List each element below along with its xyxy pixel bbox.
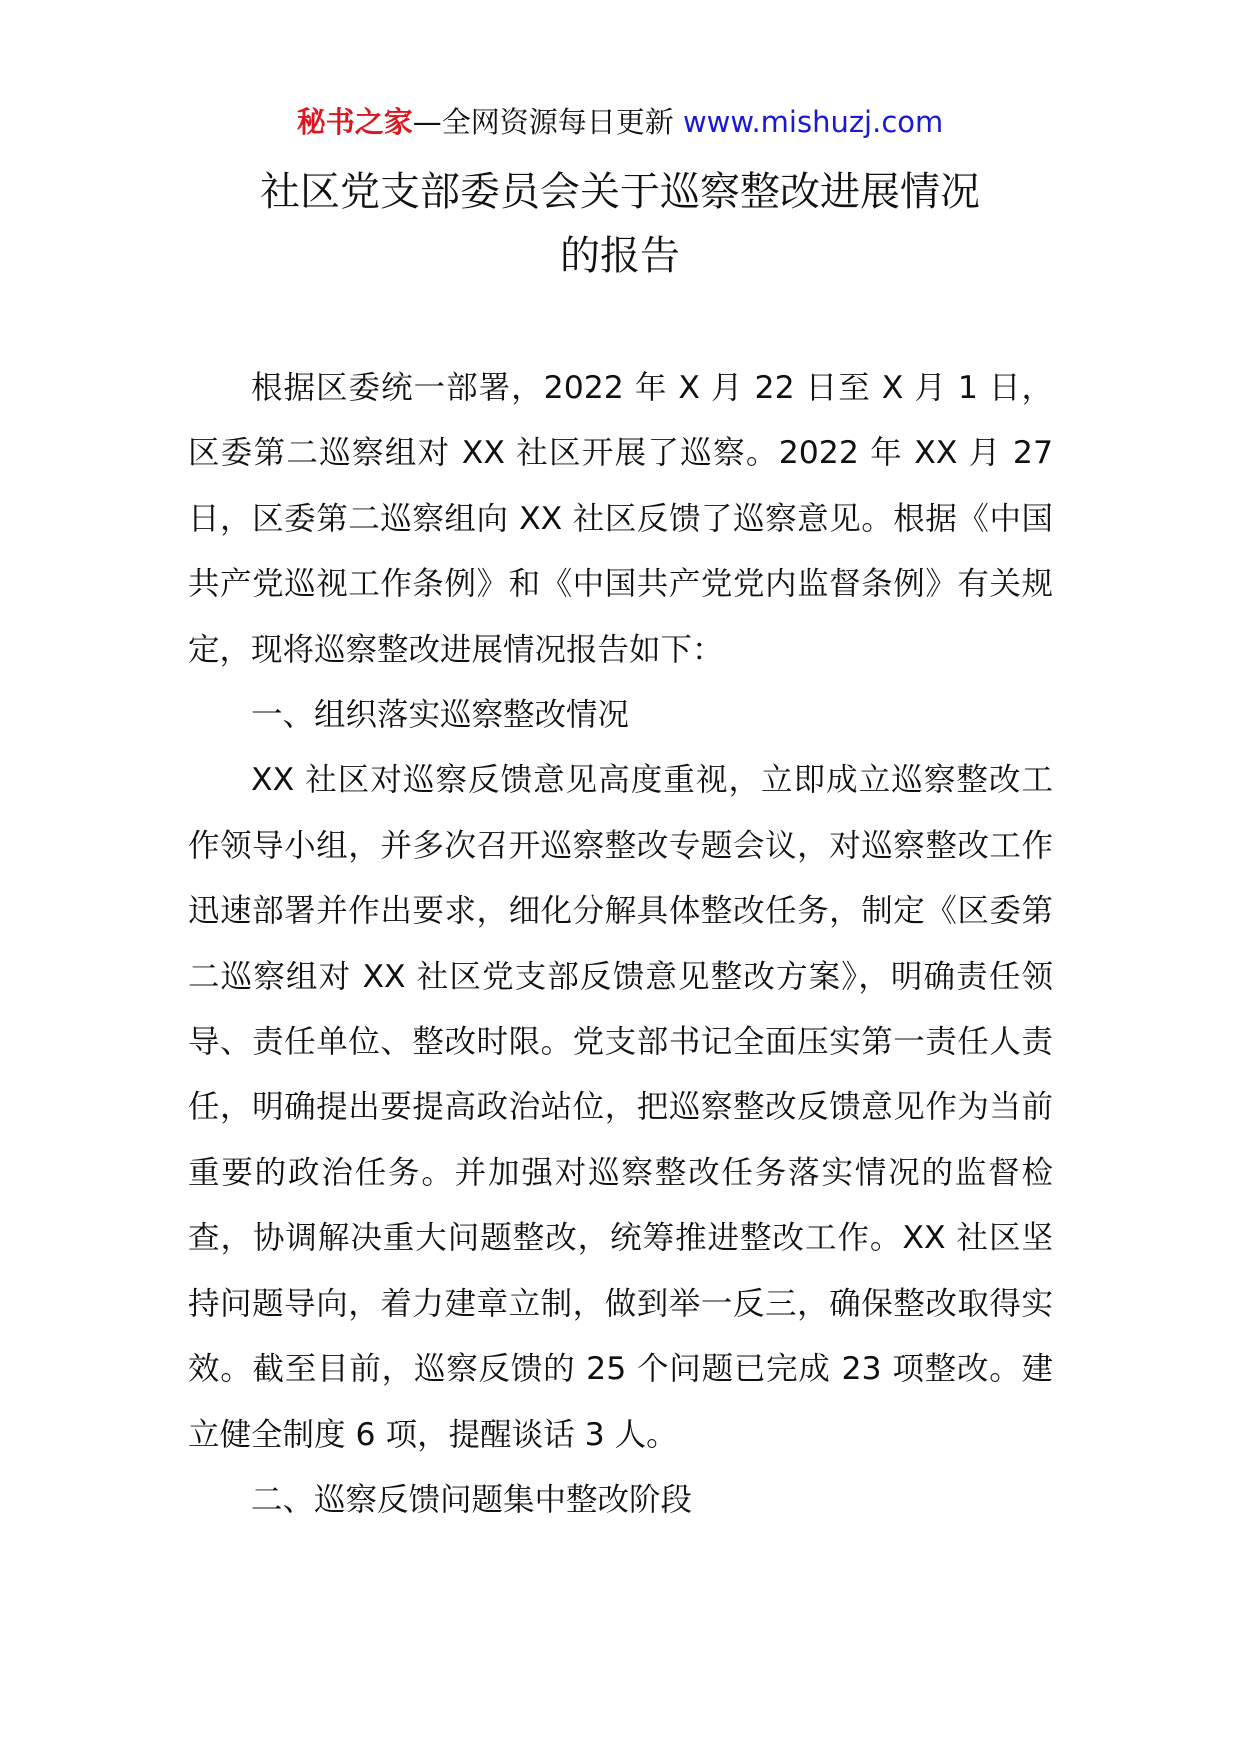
intro-paragraph: 根据区委统一部署，2022 年 X 月 22 日至 X 月 1 日，区委第二巡察组对 XX 社区开展了巡察。2022 年 XX 月 27 日，区委第二巡察组向 XX 社区反馈了巡察意见。根据《中国共产党巡视工作条例》和《中国共产党党内监督条例》有关规定，现将巡察整改进展情况报告如下： [188, 370, 1053, 668]
document-body [188, 356, 1053, 1533]
section-1-paragraph: XX 社区对巡察反馈意见高度重视，立即成立巡察整改工作领导小组，并多次召开巡察整改专题会议，对巡察整改工作迅速部署并作出要求，细化分解具体整改任务，制定《区委第二巡察组对 XX 社区党支部反馈意见整改方案》，明确责任领导、责任单位、整改时限。党支部书记全面压实第一责任人责任，明确提出要提高政治站位，把巡察整改反馈意见作为当前重要的政治任务。并加强对巡察整改任务落实情况的监督检查，协调解决重大问题整改，统筹推进整改工作。XX 社区坚持问题导向，着力建章立制，做到举一反三，确保整改取得实效。截至目前，巡察反馈的 25 个问题已完成 23 项整改。建立健全制度 6 项，提醒谈话 3 人。 [188, 762, 1053, 1453]
title-line-2: 的报告 [560, 233, 680, 279]
brand-name: 秘书之家 [296, 105, 413, 139]
document-title [0, 160, 1240, 288]
header-tagline: —全网资源每日更新 [412, 105, 674, 139]
section-heading-2: 二、巡察反馈问题集中整改阶段 [251, 1481, 693, 1518]
site-header [0, 100, 1240, 144]
title-line-1: 社区党支部委员会关于巡察整改进展情况 [260, 169, 980, 215]
site-url-link[interactable]: www.mishuzj.com [682, 105, 944, 139]
section-heading-1: 一、组织落实巡察整改情况 [251, 697, 630, 734]
